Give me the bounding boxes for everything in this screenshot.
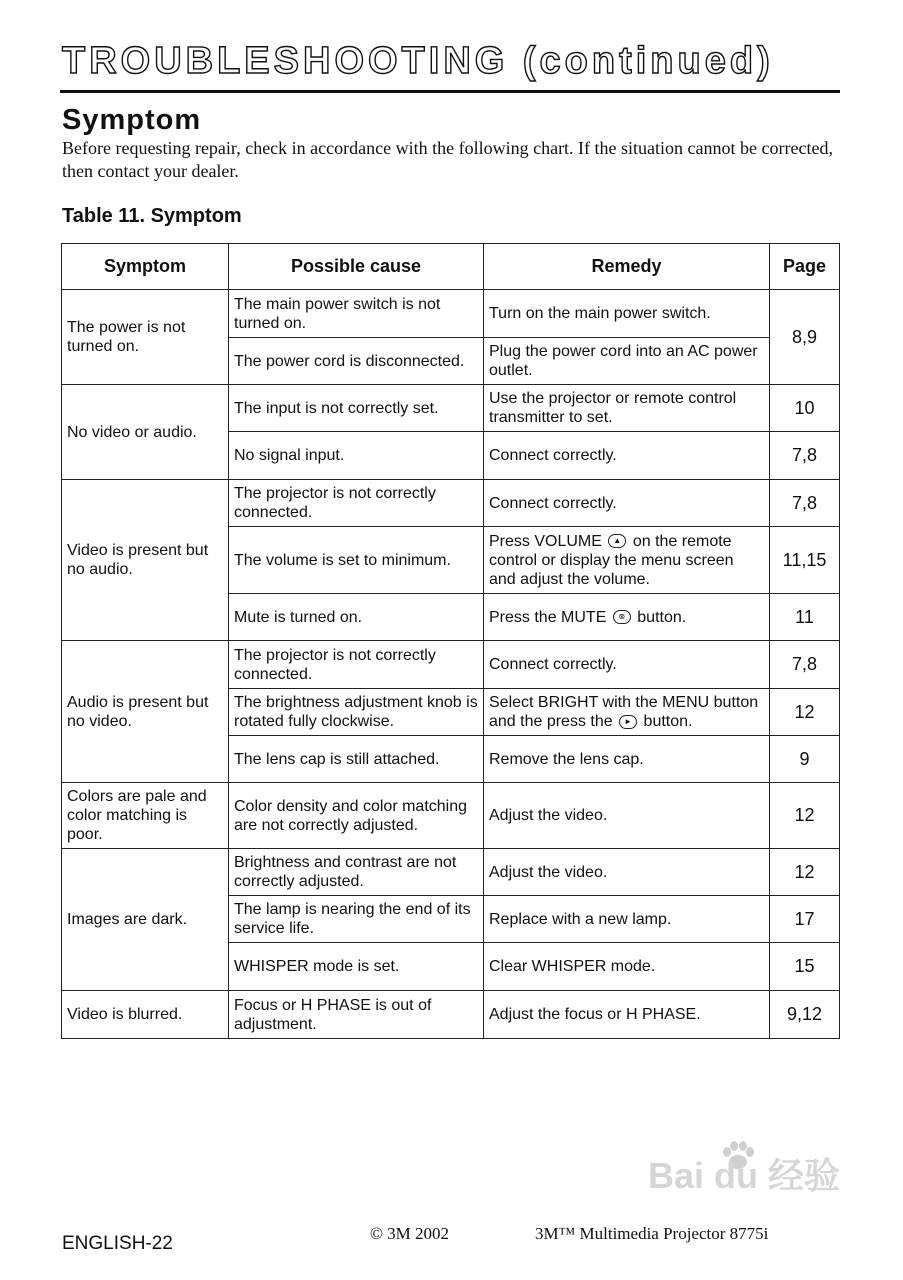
- remedy-text: Select BRIGHT with the MENU button and the press the: [489, 694, 759, 730]
- cause-cell: The power cord is disconnected.: [229, 338, 484, 385]
- cause-cell: The projector is not correctly connected.: [229, 641, 484, 689]
- cause-cell: The volume is set to minimum.: [229, 527, 484, 594]
- footer-copyright: © 3M 2002: [370, 1224, 450, 1243]
- cause-cell: No signal input.: [229, 432, 484, 480]
- page-cell: 12: [770, 689, 840, 736]
- symptom-table: [61, 243, 840, 1039]
- remedy-text: Press the MUTE: [489, 608, 607, 626]
- table-row: [62, 641, 840, 689]
- remedy-cell: [484, 594, 770, 641]
- section-heading: Symptom: [62, 104, 202, 136]
- footer-product: 3M™ Multimedia Projector 8775i: [535, 1224, 769, 1243]
- column-header-page: Page: [770, 244, 840, 290]
- page-cell: 9: [770, 736, 840, 783]
- page-cell: 12: [770, 849, 840, 896]
- remedy-cell: [484, 689, 770, 736]
- remedy-cell: Clear WHISPER mode.: [484, 943, 770, 991]
- table-header-row: [62, 244, 840, 290]
- page-cell: 9,12: [770, 991, 840, 1039]
- play-right-icon: ►: [619, 715, 637, 729]
- remedy-text: Press VOLUME: [489, 532, 602, 550]
- table-row: [62, 783, 840, 849]
- cause-cell: The main power switch is not turned on.: [229, 290, 484, 338]
- remedy-text: on the remote control or display the menu screen and adjust the volume.: [489, 532, 734, 588]
- page-cell: 17: [770, 896, 840, 943]
- remedy-cell: Connect correctly.: [484, 480, 770, 527]
- cause-cell: The lens cap is still attached.: [229, 736, 484, 783]
- remedy-cell: Adjust the video.: [484, 849, 770, 896]
- cause-cell: The input is not correctly set.: [229, 385, 484, 432]
- symptom-cell: Images are dark.: [62, 849, 229, 991]
- column-header-symptom: Symptom: [62, 244, 229, 290]
- remedy-text: button.: [643, 713, 693, 730]
- table-row: [62, 991, 840, 1039]
- column-header-cause: Possible cause: [229, 244, 484, 290]
- symptom-cell: Audio is present but no video.: [62, 641, 229, 783]
- symptom-cell: Video is blurred.: [62, 991, 229, 1039]
- page-cell: 7,8: [770, 480, 840, 527]
- remedy-cell: Connect correctly.: [484, 641, 770, 689]
- page-cell: 8,9: [770, 290, 840, 385]
- remedy-cell: Connect correctly.: [484, 432, 770, 480]
- remedy-cell: Adjust the video.: [484, 783, 770, 849]
- page-title: TROUBLESHOOTING (continued): [62, 40, 774, 82]
- cause-cell: Focus or H PHASE is out of adjustment.: [229, 991, 484, 1039]
- mute-icon: ⊗: [613, 610, 631, 624]
- page-cell: 10: [770, 385, 840, 432]
- table-row: [62, 385, 840, 432]
- remedy-cell: Use the projector or remote control transmitter to set.: [484, 385, 770, 432]
- cause-cell: The projector is not correctly connected.: [229, 480, 484, 527]
- title-rule: [60, 90, 840, 93]
- cause-cell: Mute is turned on.: [229, 594, 484, 641]
- footer-page-label: ENGLISH-22: [62, 1233, 173, 1254]
- remedy-cell: Turn on the main power switch.: [484, 290, 770, 338]
- symptom-cell: The power is not turned on.: [62, 290, 229, 385]
- page-cell: 15: [770, 943, 840, 991]
- remedy-cell: Replace with a new lamp.: [484, 896, 770, 943]
- page-cell: 11,15: [770, 527, 840, 594]
- cause-cell: The lamp is nearing the end of its service life.: [229, 896, 484, 943]
- remedy-cell: Remove the lens cap.: [484, 736, 770, 783]
- symptom-cell: Colors are pale and color matching is poor.: [62, 783, 229, 849]
- remedy-cell: [484, 527, 770, 594]
- page-cell: 7,8: [770, 432, 840, 480]
- table-row: [62, 290, 840, 338]
- cause-cell: Brightness and contrast are not correctly adjusted.: [229, 849, 484, 896]
- cause-cell: Color density and color matching are not correctly adjusted.: [229, 783, 484, 849]
- table-row: [62, 849, 840, 896]
- cause-cell: WHISPER mode is set.: [229, 943, 484, 991]
- symptom-cell: No video or audio.: [62, 385, 229, 480]
- symptom-cell: Video is present but no audio.: [62, 480, 229, 641]
- remedy-cell: Plug the power cord into an AC power outlet.: [484, 338, 770, 385]
- remedy-cell: Adjust the focus or H PHASE.: [484, 991, 770, 1039]
- page-cell: 11: [770, 594, 840, 641]
- volume-up-icon: ▲: [608, 534, 626, 548]
- intro-paragraph: Before requesting repair, check in accordance with the following chart. If the situation cannot be corrected, then contact your dealer.: [62, 138, 833, 181]
- page-cell: 7,8: [770, 641, 840, 689]
- column-header-remedy: Remedy: [484, 244, 770, 290]
- baidu-watermark: Bai du 经验: [648, 1155, 841, 1196]
- table-caption: Table 11. Symptom: [62, 205, 242, 227]
- table-row: [62, 480, 840, 527]
- cause-cell: The brightness adjustment knob is rotated fully clockwise.: [229, 689, 484, 736]
- remedy-text: button.: [637, 608, 687, 626]
- page-cell: 12: [770, 783, 840, 849]
